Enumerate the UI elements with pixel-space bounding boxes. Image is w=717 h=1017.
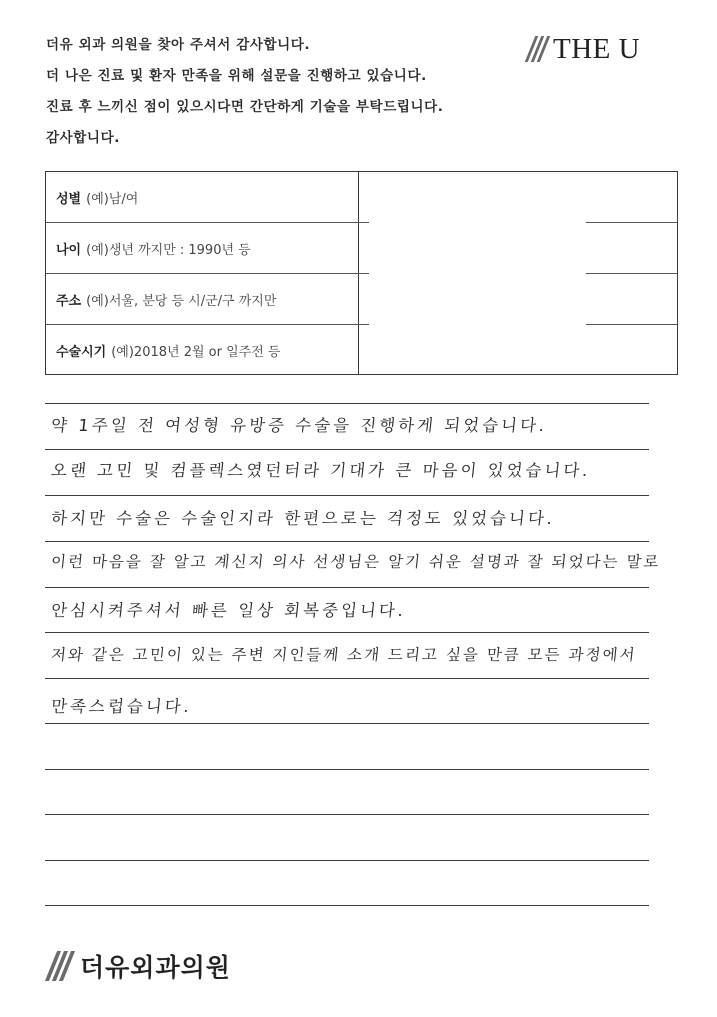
- ruled-line: [45, 632, 649, 633]
- handwritten-line-7: 만족스럽습니다.: [50, 697, 193, 716]
- ruled-line: [45, 814, 649, 815]
- row-key: 수술시기: [56, 345, 107, 360]
- row-divider: [586, 222, 677, 223]
- handwritten-line-5: 안심시켜주셔서 빠른 일상 회복중입니다.: [50, 601, 408, 620]
- ruled-line: [45, 403, 649, 404]
- row-example: (예)서울, 분당 등 시/군/구 까지만: [86, 294, 277, 309]
- row-example: (예)2018년 2월 or 일주전 등: [111, 345, 281, 360]
- info-row-gender: [46, 172, 677, 223]
- row-divider: [586, 273, 677, 274]
- clinic-logo-top: [527, 33, 641, 65]
- info-row-surgery-date: [46, 325, 677, 376]
- logo-mark-icon: [527, 36, 549, 62]
- row-divider: [586, 324, 677, 325]
- ruled-line: [45, 860, 649, 861]
- handwritten-line-6: 저와 같은 고민이 있는 주변 지인들께 소개 드리고 싶을 만큼 모든 과정에서: [50, 646, 638, 664]
- ruled-line: [45, 769, 649, 770]
- ruled-line: [45, 449, 649, 450]
- ruled-line: [45, 495, 649, 496]
- clinic-logo-bottom: [48, 948, 231, 984]
- patient-info-table: [45, 171, 678, 375]
- handwritten-line-3: 하지만 수술은 수술인지라 한편으로는 걱정도 있었습니다.: [50, 509, 557, 528]
- row-divider: [46, 324, 369, 325]
- logo-mark-icon: [48, 951, 74, 981]
- handwritten-line-2: 오랜 고민 및 컴플렉스였던터라 기대가 큰 마음이 있었습니다.: [50, 461, 592, 480]
- ruled-line: [45, 905, 649, 906]
- row-divider: [46, 222, 369, 223]
- ruled-line: [45, 587, 649, 588]
- handwritten-line-4: 이런 마음을 잘 알고 계신지 의사 선생님은 알기 쉬운 설명과 잘 되었다는 말로: [50, 553, 662, 571]
- row-key: 나이: [56, 243, 82, 258]
- ruled-line: [45, 541, 649, 542]
- clinic-name: 더유외과의원: [80, 953, 231, 982]
- row-key: 성별: [56, 192, 82, 207]
- logo-text: THE U: [553, 33, 641, 65]
- intro-line-3: 진료 후 느끼신 점이 있으시다면 간단하게 기술을 부탁드립니다.: [46, 99, 444, 115]
- row-example: (예)남/여: [86, 192, 139, 207]
- info-row-address: [46, 274, 677, 325]
- intro-line-1: 더유 외과 의원을 찾아 주셔서 감사합니다.: [46, 37, 311, 53]
- ruled-line: [45, 678, 649, 679]
- row-divider: [46, 273, 369, 274]
- intro-line-4: 감사합니다.: [46, 130, 120, 146]
- ruled-line: [45, 723, 649, 724]
- row-key: 주소: [56, 294, 82, 309]
- intro-line-2: 더 나은 진료 및 환자 만족을 위해 설문을 진행하고 있습니다.: [46, 68, 427, 84]
- intro-text: [46, 30, 526, 154]
- info-row-age: [46, 223, 677, 274]
- handwritten-line-1: 약 1주일 전 여성형 유방증 수술을 진행하게 되었습니다.: [50, 416, 549, 435]
- row-example: (예)생년 까지만 : 1990년 등: [86, 243, 251, 258]
